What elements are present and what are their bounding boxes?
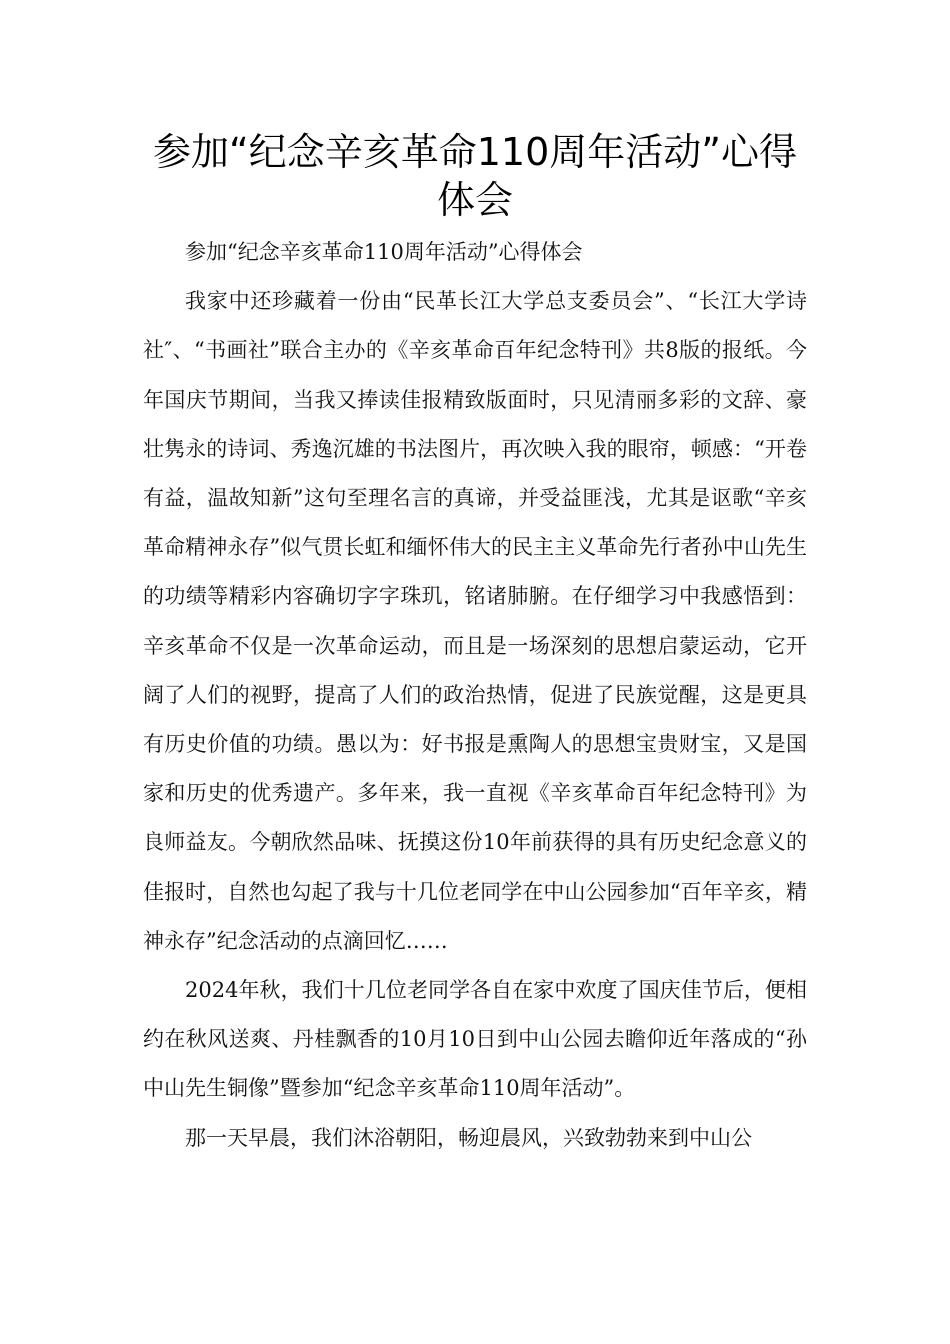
paragraph-newspaper-memory: 我家中还珍藏着一份由“民革长江大学总支委员会”、“长江大学诗社″、“书画社”联合主办的《辛亥革命百年纪念特刊》共8版的报纸。今年国庆节期间，当我又捧读佳报精致版面时，只见清丽多彩的文辞、豪壮隽永的诗词、秀逸沉雄的书法图片，再次映入我的眼帘，顿感：“开卷有益，温故知新”这句至理名言的真谛，并受益匪浅，尤其是讴歌“辛亥革命精神永存”似气贯长虹和缅怀伟大的民主主义革命先行者孙中山先生的功绩等精彩内容确切字字珠玑，铭诸肺腑。在仔细学习中我感悟到：辛亥革命不仅是一次革命运动，而且是一场深刻的思想启蒙运动，它开阔了人们的视野，提高了人们的政治热情，促进了民族觉醒，这是更具有历史价值的功绩。愚以为：好书报是熏陶人的思想宝贵财宝，又是国家和历史的优秀遗产。多年来，我一直视《辛亥革命百年纪念特刊》为良师益友。今朝欣然品味、抚摸这份10年前获得的具有历史纪念意义的佳报时，自然也勾起了我与十几位老同学在中山公园参加“百年辛亥，精神永存”纪念活动的点滴回忆……	[143, 289, 807, 953]
document-body	[143, 228, 807, 1163]
paragraph-morning-visit: 那一天早晨，我们沐浴朝阳，畅迎晨风，兴致勃勃来到中山公	[185, 1125, 752, 1150]
document-page	[143, 128, 807, 1163]
paragraph-autumn-gathering: 2024年秋，我们十几位老同学各自在家中欢度了国庆佳节后，便相约在秋风送爽、丹桂飘香的10月10日到中山公园去瞻仰近年落成的“孙中山先生铜像”暨参加“纪念辛亥革命110周年活动”。	[143, 978, 807, 1101]
document-title: 参加“纪念辛亥革命110周年活动”心得体会	[153, 130, 797, 222]
paragraph-subtitle: 参加“纪念辛亥革命110周年活动”心得体会	[185, 240, 583, 264]
